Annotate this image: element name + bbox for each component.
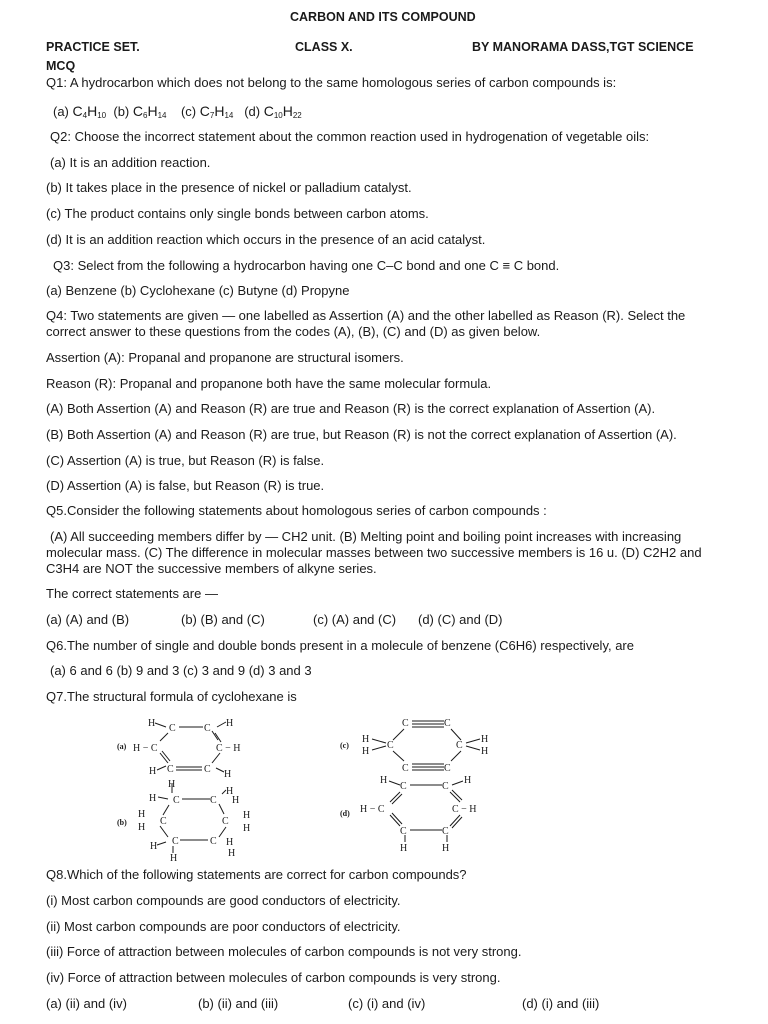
atom: C [169, 723, 176, 734]
question-2-text: Q2: Choose the incorrect statement about the common reaction used in hydrogenation of vegetable oils: [50, 129, 650, 144]
question-2-option-c: (c) The product contains only single bonds between carbon atoms. [46, 206, 429, 221]
atom: H [481, 746, 489, 757]
question-4-text-line2: correct answer to these questions from the codes (A), (B), (C) and (D) as given below. [46, 324, 541, 339]
atom: H [149, 793, 157, 804]
formula-a: $C_4H_{10}$ [72, 103, 107, 120]
atom: C [204, 764, 211, 775]
question-8-statement-iv: (iv) Force of attraction between molecules of carbon compounds is very strong. [46, 970, 501, 985]
question-4-assertion: Assertion (A): Propanal and propanone are structural isomers. [46, 350, 404, 365]
question-8-option-b: (b) (ii) and (iii) [198, 996, 279, 1011]
atom: H [362, 734, 370, 745]
question-5-statements-line2: molecular mass. (C) The difference in molecular masses between two successive members is 16 u. (D) C2H2 and [46, 545, 702, 560]
question-7-text: Q7.The structural formula of cyclohexane is [46, 689, 297, 704]
question-8-statement-iii: (iii) Force of attraction between molecules of carbon compounds is not very strong. [46, 944, 522, 959]
formula-d: $C_{10}H_{22}$ [263, 103, 302, 120]
author-label: BY MANORAMA DASS,TGT SCIENCE [472, 40, 694, 54]
atom: H [226, 786, 234, 797]
atom: H [168, 779, 176, 790]
atom: H [243, 823, 251, 834]
question-5-option-a: (a) (A) and (B) [46, 612, 130, 627]
atom: H [226, 718, 234, 729]
atom: C [444, 718, 451, 729]
atom: C [442, 826, 449, 837]
option-label: (b) [113, 104, 130, 119]
section-label: MCQ [46, 59, 76, 73]
question-5-statements-line1: (A) All succeeding members differ by — CH2 unit. (B) Melting point and boiling point increases with increasing [50, 529, 682, 544]
atom: C [173, 795, 180, 806]
question-5-statements-line3: C3H4 are NOT the successive members of alkyne series. [46, 561, 377, 576]
class-label: CLASS X. [295, 40, 353, 54]
option-label: (c) [180, 104, 197, 119]
structure-a-label: (a) [117, 742, 127, 751]
atom: C [167, 764, 174, 775]
question-6-text: Q6.The number of single and double bonds present in a molecule of benzene (C6H6) respectively, are [46, 638, 634, 653]
bond-label: H − C [360, 804, 385, 815]
question-5-option-c: (c) (A) and (C) [313, 612, 397, 627]
atom: H [226, 837, 234, 848]
question-2-option-d: (d) It is an addition reaction which occurs in the presence of an acid catalyst. [46, 232, 486, 247]
atom: H [148, 718, 156, 729]
question-8-option-c: (c) (i) and (iv) [348, 996, 426, 1011]
atom: H [464, 775, 472, 786]
question-3-text: Q3: Select from the following a hydrocarbon having one C–C bond and one C ≡ C bond. [53, 258, 560, 273]
atom: C [204, 723, 211, 734]
atom: H [138, 822, 146, 833]
atom: C [222, 816, 229, 827]
formula-b: $C_6H_{14}$ [132, 103, 167, 120]
atom: H [138, 809, 146, 820]
atom: H [170, 853, 178, 864]
atom: H [380, 775, 388, 786]
question-4-option-c: (C) Assertion (A) is true, but Reason (R) is false. [46, 453, 325, 468]
atom: C [400, 826, 407, 837]
question-5-option-d: (d) (C) and (D) [418, 612, 503, 627]
bond-label: H − C [133, 743, 158, 754]
question-4-text-line1: Q4: Two statements are given — one labelled as Assertion (A) and the other labelled as Reason (R). Select the [46, 308, 686, 323]
structure-d-label: (d) [340, 809, 350, 818]
question-5-option-b: (b) (B) and (C) [181, 612, 265, 627]
atom: H [224, 769, 232, 780]
atom: H [362, 746, 370, 757]
atom: H [149, 766, 157, 777]
question-6-options: (a) 6 and 6 (b) 9 and 3 (c) 3 and 9 (d) 3 and 3 [50, 663, 312, 678]
bond-label: C − H [452, 804, 477, 815]
atom: C [160, 816, 167, 827]
question-4-option-a: (A) Both Assertion (A) and Reason (R) are true and Reason (R) is the correct explanation of Assertion (A). [46, 401, 656, 416]
atom: C [172, 836, 179, 847]
atom: H [150, 841, 158, 852]
practice-set-label: PRACTICE SET. [46, 40, 140, 54]
atom: C [400, 781, 407, 792]
atom: H [228, 848, 236, 859]
structure-c-label: (c) [340, 741, 349, 750]
structure-b-label: (b) [117, 818, 127, 827]
question-8-option-a: (a) (ii) and (iv) [46, 996, 127, 1011]
question-2-option-b: (b) It takes place in the presence of nickel or palladium catalyst. [46, 180, 412, 195]
bond-label: C − H [216, 743, 241, 754]
option-label: (d) [244, 104, 261, 119]
question-2-option-a: (a) It is an addition reaction. [50, 155, 211, 170]
atom: H [243, 810, 251, 821]
question-5-text: Q5.Consider the following statements about homologous series of carbon compounds : [46, 503, 547, 518]
question-4-reason: Reason (R): Propanal and propanone both have the same molecular formula. [46, 376, 492, 391]
atom: H [400, 843, 408, 854]
question-8-text: Q8.Which of the following statements are correct for carbon compounds? [46, 867, 467, 882]
atom: H [442, 843, 450, 854]
atom: C [210, 836, 217, 847]
atom: C [402, 718, 409, 729]
atom: H [481, 734, 489, 745]
question-8-statement-i: (i) Most carbon compounds are good conductors of electricity. [46, 893, 401, 908]
formula-c: $C_7H_{14}$ [199, 103, 234, 120]
atom: C [442, 781, 449, 792]
question-8-option-d: (d) (i) and (iii) [522, 996, 600, 1011]
question-4-option-d: (D) Assertion (A) is false, but Reason (R) is true. [46, 478, 325, 493]
question-4-option-b: (B) Both Assertion (A) and Reason (R) are true, but Reason (R) is not the correct explanation of Assertion (A). [46, 427, 677, 442]
option-label: (a) [53, 104, 69, 119]
atom: C [456, 740, 463, 751]
atom: C [387, 740, 394, 751]
atom: C [210, 795, 217, 806]
page-title: CARBON AND ITS COMPOUND [290, 10, 476, 24]
question-3-options: (a) Benzene (b) Cyclohexane (c) Butyne (d) Propyne [46, 283, 350, 298]
question-1-text: Q1: A hydrocarbon which does not belong to the same homologous series of carbon compounds is: [46, 75, 617, 90]
question-8-statement-ii: (ii) Most carbon compounds are poor conductors of electricity. [46, 919, 401, 934]
atom: C [444, 763, 451, 774]
question-1-options [53, 103, 302, 124]
atom: C [402, 763, 409, 774]
atom: H [232, 795, 240, 806]
question-5-prompt: The correct statements are — [46, 586, 218, 601]
